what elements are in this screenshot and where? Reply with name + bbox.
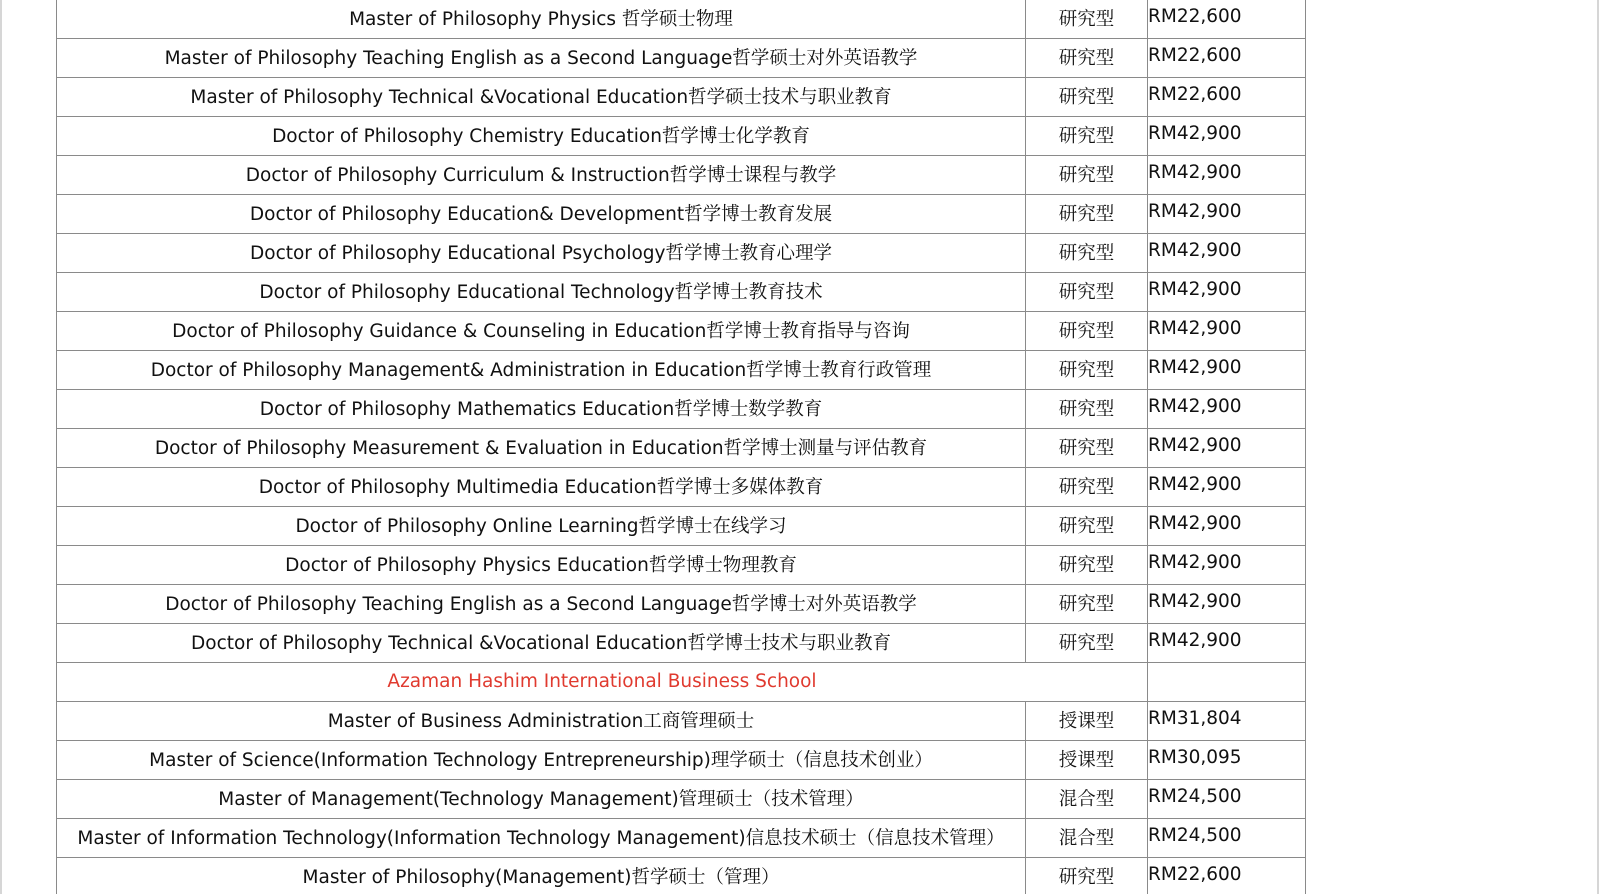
program-type-text: 研究型 — [1058, 87, 1115, 108]
tuition-fee-cell — [1148, 702, 1306, 741]
program-name-cell — [57, 390, 1026, 429]
table-row — [57, 78, 1306, 117]
tuition-fee-cell — [1148, 429, 1306, 468]
tuition-fee-text: RM42,900 — [1148, 630, 1242, 651]
table-row — [57, 234, 1306, 273]
program-type-cell — [1026, 819, 1148, 858]
program-name-text: Doctor of Philosophy Education& Development哲学博士教育发展 — [249, 204, 833, 225]
program-name-cell — [57, 156, 1026, 195]
program-type-text: 研究型 — [1058, 126, 1115, 147]
program-name-text: Master of Science(Information Technology Entrepreneurship)理学硕士（信息技术创业） — [149, 750, 933, 771]
program-name-cell — [57, 273, 1026, 312]
page-edge-left — [0, 0, 2, 894]
table-row — [57, 156, 1306, 195]
tuition-fee-cell — [1148, 858, 1306, 894]
table-row — [57, 195, 1306, 234]
program-type-cell — [1026, 273, 1148, 312]
program-name-text: Master of Information Technology(Information Technology Management)信息技术硕士（信息技术管理） — [77, 828, 1005, 849]
program-name-cell — [57, 585, 1026, 624]
program-type-text: 研究型 — [1058, 204, 1115, 225]
tuition-fee-cell — [1148, 156, 1306, 195]
program-type-text: 研究型 — [1058, 321, 1115, 342]
table-row — [57, 507, 1306, 546]
tuition-fee-text: RM42,900 — [1148, 396, 1242, 417]
tuition-fee-cell — [1148, 234, 1306, 273]
section-heading — [57, 663, 1148, 702]
table-row — [57, 0, 1306, 39]
program-type-text: 研究型 — [1058, 9, 1115, 30]
program-name-cell — [57, 819, 1026, 858]
tuition-fee-text: RM22,600 — [1148, 6, 1242, 27]
program-type-text: 研究型 — [1058, 555, 1115, 576]
program-name-text: Doctor of Philosophy Physics Education哲学博士物理教育 — [285, 555, 797, 576]
tuition-fee-cell — [1148, 741, 1306, 780]
program-type-cell — [1026, 39, 1148, 78]
program-name-cell — [57, 78, 1026, 117]
program-type-text: 研究型 — [1058, 165, 1115, 186]
table-row — [57, 546, 1306, 585]
program-name-text: Doctor of Philosophy Mathematics Education哲学博士数学教育 — [259, 399, 823, 420]
table-row — [57, 741, 1306, 780]
table-row — [57, 780, 1306, 819]
program-type-text: 混合型 — [1058, 828, 1115, 849]
program-type-text: 研究型 — [1058, 516, 1115, 537]
tuition-fee-cell — [1148, 312, 1306, 351]
tuition-fee-cell — [1148, 507, 1306, 546]
program-type-cell — [1026, 195, 1148, 234]
program-type-text: 研究型 — [1058, 633, 1115, 654]
tuition-fee-text: RM42,900 — [1148, 513, 1242, 534]
program-name-cell — [57, 468, 1026, 507]
tuition-fee-text: RM42,900 — [1148, 474, 1242, 495]
program-name-text: Doctor of Philosophy Curriculum & Instruction哲学博士课程与教学 — [245, 165, 837, 186]
program-name-text: Doctor of Philosophy Educational Technology哲学博士教育技术 — [259, 282, 823, 303]
program-type-cell — [1026, 312, 1148, 351]
program-type-cell — [1026, 585, 1148, 624]
table-row — [57, 390, 1306, 429]
tuition-fee-text: RM24,500 — [1148, 825, 1242, 846]
table-row — [57, 39, 1306, 78]
tuition-fee-text: RM42,900 — [1148, 552, 1242, 573]
program-name-text: Doctor of Philosophy Technical &Vocational Education哲学博士技术与职业教育 — [191, 633, 891, 654]
program-type-cell — [1026, 429, 1148, 468]
program-type-text: 研究型 — [1058, 360, 1115, 381]
tuition-fee-text: RM42,900 — [1148, 435, 1242, 456]
tuition-fee-text: RM42,900 — [1148, 591, 1242, 612]
program-type-text: 研究型 — [1058, 243, 1115, 264]
tuition-fee-text: RM30,095 — [1148, 747, 1242, 768]
tuition-fee-cell — [1148, 117, 1306, 156]
table-row — [57, 468, 1306, 507]
tuition-fee-text: RM42,900 — [1148, 357, 1242, 378]
program-name-cell — [57, 702, 1026, 741]
program-name-text: Doctor of Philosophy Multimedia Education哲学博士多媒体教育 — [258, 477, 824, 498]
program-name-text: Doctor of Philosophy Educational Psychology哲学博士教育心理学 — [250, 243, 832, 264]
tuition-fee-text: RM42,900 — [1148, 123, 1242, 144]
program-type-cell — [1026, 702, 1148, 741]
tuition-fee-cell — [1148, 780, 1306, 819]
program-name-text: Doctor of Philosophy Measurement & Evaluation in Education哲学博士测量与评估教育 — [154, 438, 928, 459]
table-row — [57, 702, 1306, 741]
table-row — [57, 819, 1306, 858]
tuition-fee-text: RM42,900 — [1148, 240, 1242, 261]
program-name-cell — [57, 117, 1026, 156]
program-type-text: 研究型 — [1058, 438, 1115, 459]
program-type-cell — [1026, 234, 1148, 273]
program-name-text: Master of Philosophy(Management)哲学硕士（管理） — [302, 867, 780, 888]
program-type-cell — [1026, 507, 1148, 546]
program-type-cell — [1026, 0, 1148, 39]
table-row — [57, 585, 1306, 624]
program-name-cell — [57, 195, 1026, 234]
tuition-fee-text: RM42,900 — [1148, 318, 1242, 339]
tuition-fee-cell — [1148, 390, 1306, 429]
program-type-cell — [1026, 78, 1148, 117]
table-body-business — [57, 702, 1306, 894]
tuition-fee-cell — [1148, 351, 1306, 390]
tuition-fee-text: RM42,900 — [1148, 162, 1242, 183]
program-type-text: 混合型 — [1058, 789, 1115, 810]
table-section-header — [57, 663, 1306, 702]
program-type-cell — [1026, 351, 1148, 390]
program-name-text: Master of Management(Technology Management)管理硕士（技术管理） — [218, 789, 864, 810]
program-name-cell — [57, 429, 1026, 468]
table-row — [57, 117, 1306, 156]
program-name-cell — [57, 507, 1026, 546]
tuition-fee-cell — [1148, 195, 1306, 234]
table-row — [57, 351, 1306, 390]
tuition-fee-cell — [1148, 273, 1306, 312]
program-name-cell — [57, 546, 1026, 585]
tuition-fee-text: RM22,600 — [1148, 45, 1242, 66]
program-type-cell — [1026, 780, 1148, 819]
section-heading-text: Azaman Hashim International Business School — [387, 671, 817, 692]
program-type-text: 研究型 — [1058, 48, 1115, 69]
program-name-cell — [57, 780, 1026, 819]
program-type-cell — [1026, 468, 1148, 507]
tuition-fee-text: RM42,900 — [1148, 279, 1242, 300]
program-type-cell — [1026, 546, 1148, 585]
section-heading-pad — [1148, 663, 1306, 702]
program-name-cell — [57, 858, 1026, 894]
table-row — [57, 429, 1306, 468]
table-row — [57, 273, 1306, 312]
tuition-fee-text: RM31,804 — [1148, 708, 1242, 729]
table-row — [57, 624, 1306, 663]
tuition-fee-cell — [1148, 546, 1306, 585]
program-name-text: Doctor of Philosophy Guidance & Counseling in Education哲学博士教育指导与咨询 — [172, 321, 910, 342]
page-edge-right — [1597, 0, 1599, 894]
tuition-fee-text: RM24,500 — [1148, 786, 1242, 807]
program-type-cell — [1026, 390, 1148, 429]
table-row — [57, 312, 1306, 351]
program-type-text: 研究型 — [1058, 399, 1115, 420]
program-type-text: 研究型 — [1058, 867, 1115, 888]
tuition-fee-cell — [1148, 78, 1306, 117]
program-name-cell — [57, 741, 1026, 780]
program-name-cell — [57, 351, 1026, 390]
program-type-text: 授课型 — [1058, 711, 1115, 732]
program-type-text: 研究型 — [1058, 282, 1115, 303]
program-name-cell — [57, 624, 1026, 663]
program-fee-table — [56, 0, 1306, 894]
program-type-text: 研究型 — [1058, 477, 1115, 498]
tuition-fee-text: RM22,600 — [1148, 84, 1242, 105]
program-name-text: Master of Philosophy Teaching English as a Second Language哲学硕士对外英语教学 — [164, 48, 918, 69]
tuition-fee-cell — [1148, 624, 1306, 663]
table-row — [57, 858, 1306, 894]
tuition-fee-text: RM22,600 — [1148, 864, 1242, 885]
section-heading-row — [57, 663, 1306, 702]
program-name-cell — [57, 312, 1026, 351]
tuition-fee-cell — [1148, 39, 1306, 78]
program-name-text: Master of Philosophy Physics 哲学硕士物理 — [349, 9, 733, 30]
program-type-cell — [1026, 741, 1148, 780]
program-name-cell — [57, 0, 1026, 39]
program-name-cell — [57, 234, 1026, 273]
program-name-text: Doctor of Philosophy Online Learning哲学博士在线学习 — [295, 516, 787, 537]
tuition-fee-cell — [1148, 585, 1306, 624]
program-name-text: Master of Philosophy Technical &Vocational Education哲学硕士技术与职业教育 — [190, 87, 892, 108]
program-name-text: Doctor of Philosophy Teaching English as a Second Language哲学博士对外英语教学 — [165, 594, 917, 615]
table-body-education — [57, 0, 1306, 663]
program-name-cell — [57, 39, 1026, 78]
program-name-text: Doctor of Philosophy Chemistry Education哲学博士化学教育 — [272, 126, 810, 147]
program-type-cell — [1026, 624, 1148, 663]
tuition-fee-cell — [1148, 468, 1306, 507]
tuition-fee-cell — [1148, 819, 1306, 858]
program-type-cell — [1026, 117, 1148, 156]
program-name-text: Doctor of Philosophy Management& Administration in Education哲学博士教育行政管理 — [150, 360, 932, 381]
program-type-text: 授课型 — [1058, 750, 1115, 771]
program-type-cell — [1026, 858, 1148, 894]
tuition-fee-cell — [1148, 0, 1306, 39]
program-name-text: Master of Business Administration工商管理硕士 — [327, 711, 755, 732]
tuition-fee-text: RM42,900 — [1148, 201, 1242, 222]
program-type-cell — [1026, 156, 1148, 195]
program-type-text: 研究型 — [1058, 594, 1115, 615]
